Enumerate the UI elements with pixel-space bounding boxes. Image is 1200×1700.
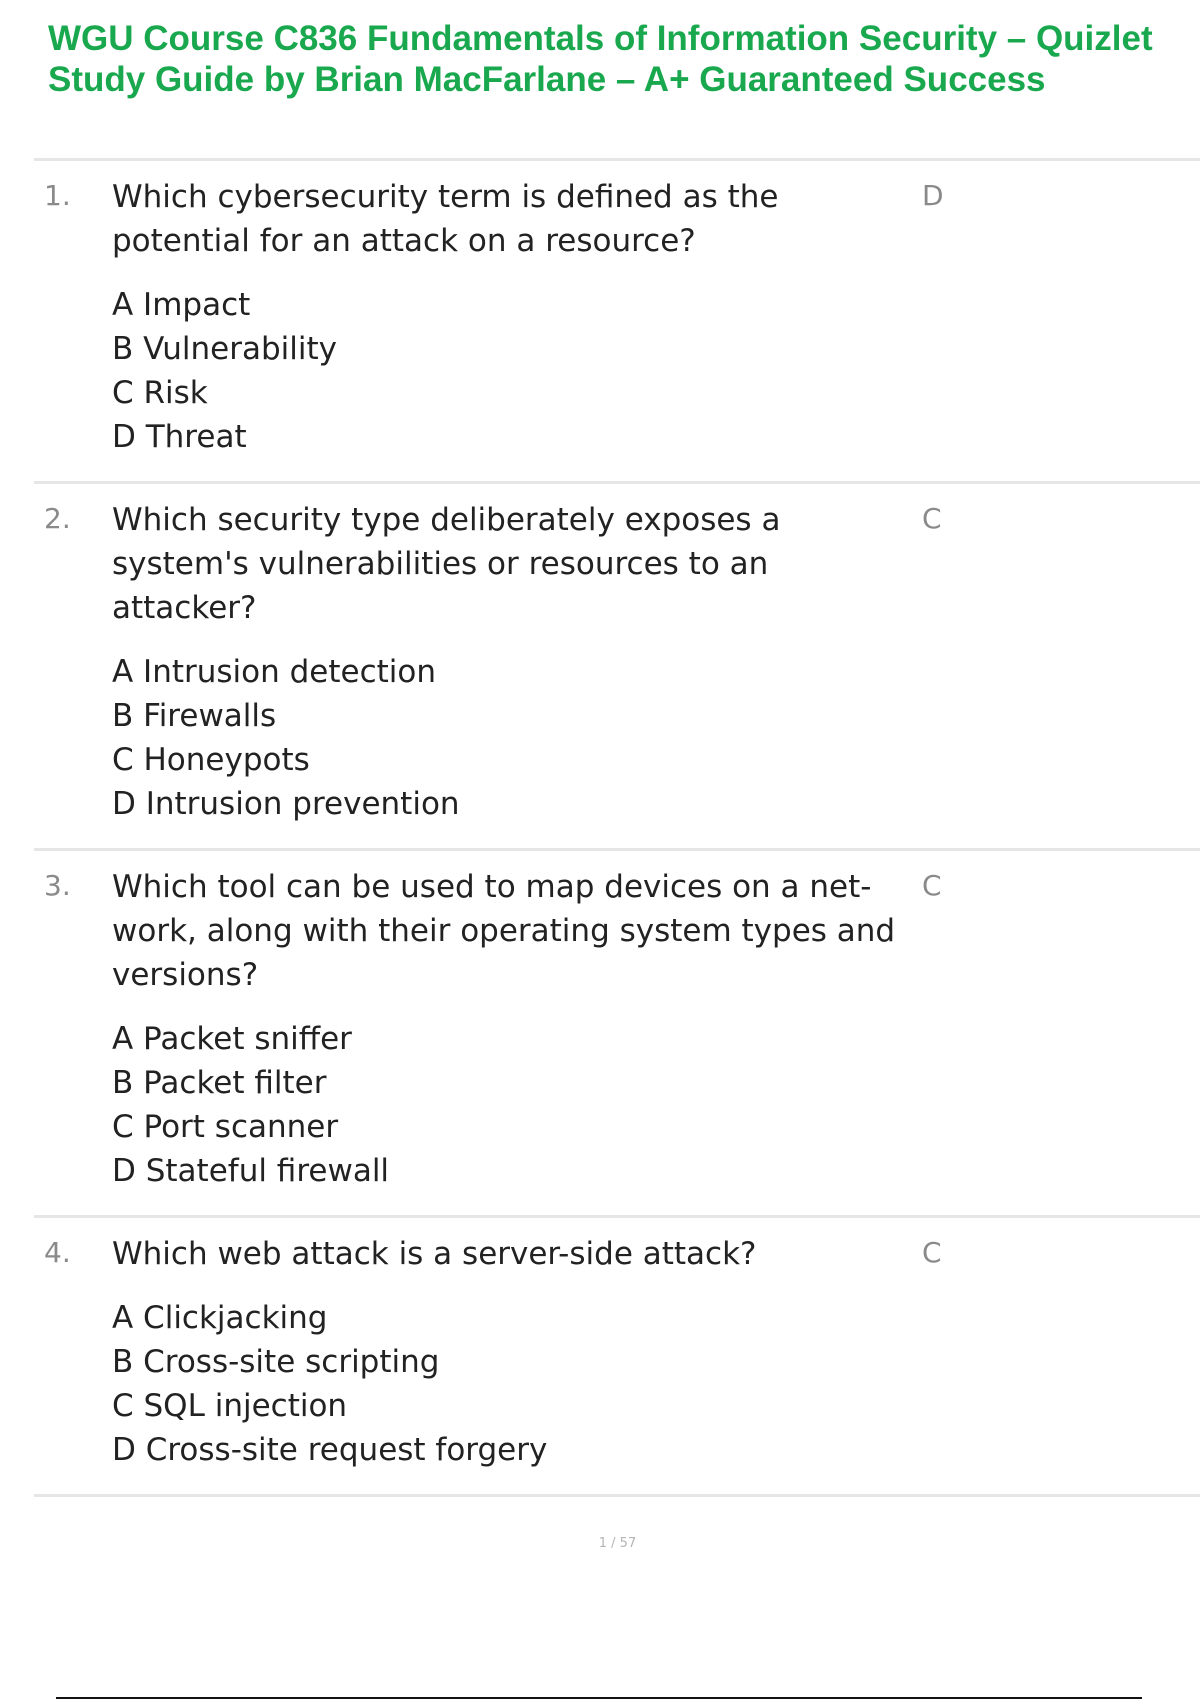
question-text: Which cybersecurity term is defined as the potential for an attack on a resource? xyxy=(112,179,779,259)
document-title-line-1: WGU Course C836 Fundamentals of Information Security – Quizlet xyxy=(48,19,1153,58)
option-b: B Packet filter xyxy=(112,1065,327,1101)
option-b: B Firewalls xyxy=(112,698,277,734)
document-title-line-2: Study Guide by Brian MacFarlane – A+ Guaranteed Success xyxy=(48,60,1046,99)
option-a: A Clickjacking xyxy=(112,1300,328,1336)
question-body xyxy=(112,1232,912,1472)
option-c: C Honeypots xyxy=(112,742,310,778)
question-row xyxy=(34,851,1200,1218)
option-d: D Intrusion prevention xyxy=(112,786,460,822)
option-a: A Intrusion detection xyxy=(112,654,437,690)
question-number: 1. xyxy=(44,179,71,212)
question-body xyxy=(112,865,912,1193)
question-number: 4. xyxy=(44,1236,71,1269)
answer-key: C xyxy=(922,869,942,902)
question-text: Which tool can be used to map devices on a net- work, along with their operating system types and versions? xyxy=(112,869,896,993)
option-list xyxy=(112,1296,912,1472)
option-d: D Stateful firewall xyxy=(112,1153,390,1189)
question-body xyxy=(112,498,912,826)
question-text: Which security type deliberately exposes a system's vulnerabilities or resources to an attacker? xyxy=(112,502,781,626)
page-bottom-divider xyxy=(56,1697,1142,1699)
option-list xyxy=(112,283,912,459)
page-number: 1 / 57 xyxy=(598,1536,637,1551)
option-c: C Port scanner xyxy=(112,1109,339,1145)
answer-key: C xyxy=(922,502,942,535)
question-row xyxy=(34,161,1200,484)
question-number: 2. xyxy=(44,502,71,535)
answer-key: D xyxy=(922,179,944,212)
option-b: B Vulnerability xyxy=(112,331,337,367)
question-text: Which web attack is a server-side attack? xyxy=(112,1236,757,1272)
document-title xyxy=(48,18,1198,100)
option-d: D Threat xyxy=(112,419,247,455)
option-c: C SQL injection xyxy=(112,1388,348,1424)
option-a: A Impact xyxy=(112,287,251,323)
question-number: 3. xyxy=(44,869,71,902)
option-b: B Cross-site scripting xyxy=(112,1344,440,1380)
question-row xyxy=(34,1218,1200,1497)
option-d: D Cross-site request forgery xyxy=(112,1432,548,1468)
option-list xyxy=(112,650,912,826)
option-c: C Risk xyxy=(112,375,208,411)
question-list xyxy=(34,158,1200,1497)
option-list xyxy=(112,1017,912,1193)
question-body xyxy=(112,175,912,459)
question-row xyxy=(34,484,1200,851)
option-a: A Packet sniffer xyxy=(112,1021,352,1057)
answer-key: C xyxy=(922,1236,942,1269)
